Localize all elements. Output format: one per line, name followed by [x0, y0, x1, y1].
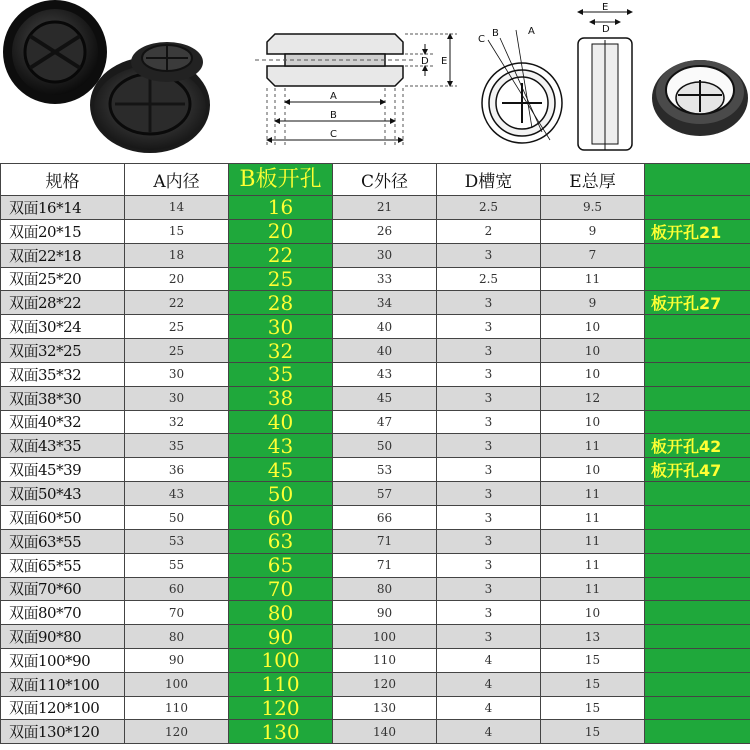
- c-outer-cell: 40: [333, 339, 437, 363]
- b-hole-cell: 60: [229, 506, 333, 530]
- d-groove-cell: 2: [437, 219, 541, 243]
- e-thickness-cell: 13: [541, 625, 645, 649]
- a-inner-cell: 50: [125, 506, 229, 530]
- header-note: [645, 164, 750, 196]
- d-groove-cell: 4: [437, 720, 541, 744]
- c-outer-cell: 66: [333, 506, 437, 530]
- a-inner-cell: 30: [125, 386, 229, 410]
- table-row: [1, 506, 750, 530]
- b-hole-cell: 28: [229, 291, 333, 315]
- spec-cell: 双面130*120: [1, 720, 125, 744]
- e-thickness-cell: 9: [541, 219, 645, 243]
- c-outer-cell: 130: [333, 696, 437, 720]
- a-inner-cell: 20: [125, 267, 229, 291]
- a-inner-cell: 35: [125, 434, 229, 458]
- b-hole-cell: 100: [229, 648, 333, 672]
- table-header-row: [1, 164, 750, 196]
- e-thickness-cell: 11: [541, 267, 645, 291]
- c-outer-cell: 43: [333, 362, 437, 386]
- d-groove-cell: 4: [437, 648, 541, 672]
- e-thickness-cell: 15: [541, 720, 645, 744]
- note-cell: 板开孔27: [645, 291, 750, 315]
- c-outer-cell: 33: [333, 267, 437, 291]
- d-groove-cell: 3: [437, 601, 541, 625]
- c-outer-cell: 40: [333, 315, 437, 339]
- spec-cell: 双面35*32: [1, 362, 125, 386]
- a-inner-cell: 32: [125, 410, 229, 434]
- e-thickness-cell: 10: [541, 362, 645, 386]
- spec-cell: 双面25*20: [1, 267, 125, 291]
- a-inner-cell: 100: [125, 672, 229, 696]
- c-outer-cell: 90: [333, 601, 437, 625]
- b-hole-cell: 16: [229, 196, 333, 220]
- d-groove-cell: 3: [437, 243, 541, 267]
- a-inner-cell: 70: [125, 601, 229, 625]
- cross-section-diagram: [245, 0, 467, 160]
- spec-cell: 双面28*22: [1, 291, 125, 315]
- b-hole-cell: 43: [229, 434, 333, 458]
- 3d-grommet-drawing: [648, 0, 750, 160]
- diagram-label-d: D: [421, 56, 429, 67]
- e-thickness-cell: 15: [541, 648, 645, 672]
- table-row: [1, 315, 750, 339]
- b-hole-cell: 130: [229, 720, 333, 744]
- illustration-strip: [0, 0, 750, 163]
- header-spec: 规格: [1, 164, 125, 196]
- b-hole-cell: 40: [229, 410, 333, 434]
- grommet-spec-table: [0, 163, 750, 744]
- note-cell: [645, 267, 750, 291]
- a-inner-cell: 80: [125, 625, 229, 649]
- spec-cell: 双面43*35: [1, 434, 125, 458]
- note-cell: [645, 625, 750, 649]
- d-groove-cell: 3: [437, 482, 541, 506]
- note-cell: [645, 529, 750, 553]
- b-hole-cell: 32: [229, 339, 333, 363]
- b-hole-cell: 110: [229, 672, 333, 696]
- a-inner-cell: 25: [125, 315, 229, 339]
- c-outer-cell: 45: [333, 386, 437, 410]
- a-inner-cell: 15: [125, 219, 229, 243]
- note-cell: [645, 196, 750, 220]
- b-hole-cell: 35: [229, 362, 333, 386]
- side-label-d: D: [602, 24, 610, 35]
- header-e-thickness: E总厚: [541, 164, 645, 196]
- e-thickness-cell: 12: [541, 386, 645, 410]
- front-label-c: C: [478, 34, 485, 45]
- note-cell: [645, 410, 750, 434]
- spec-cell: 双面16*14: [1, 196, 125, 220]
- table-row: [1, 696, 750, 720]
- e-thickness-cell: 7: [541, 243, 645, 267]
- c-outer-cell: 71: [333, 529, 437, 553]
- table-row: [1, 648, 750, 672]
- header-d-groove: D槽宽: [437, 164, 541, 196]
- d-groove-cell: 3: [437, 434, 541, 458]
- spec-cell: 双面40*32: [1, 410, 125, 434]
- a-inner-cell: 60: [125, 577, 229, 601]
- a-inner-cell: 55: [125, 553, 229, 577]
- note-cell: [645, 672, 750, 696]
- table-row: [1, 458, 750, 482]
- e-thickness-cell: 15: [541, 672, 645, 696]
- b-hole-cell: 50: [229, 482, 333, 506]
- b-hole-cell: 25: [229, 267, 333, 291]
- d-groove-cell: 3: [437, 553, 541, 577]
- d-groove-cell: 3: [437, 386, 541, 410]
- spec-cell: 双面50*43: [1, 482, 125, 506]
- table-row: [1, 267, 750, 291]
- c-outer-cell: 120: [333, 672, 437, 696]
- note-cell: [645, 339, 750, 363]
- spec-cell: 双面30*24: [1, 315, 125, 339]
- table-row: [1, 672, 750, 696]
- d-groove-cell: 3: [437, 339, 541, 363]
- e-thickness-cell: 10: [541, 458, 645, 482]
- c-outer-cell: 71: [333, 553, 437, 577]
- c-outer-cell: 30: [333, 243, 437, 267]
- spec-cell: 双面63*55: [1, 529, 125, 553]
- diagram-label-c: C: [330, 129, 337, 140]
- d-groove-cell: 3: [437, 577, 541, 601]
- note-cell: 板开孔21: [645, 219, 750, 243]
- c-outer-cell: 110: [333, 648, 437, 672]
- spec-cell: 双面80*70: [1, 601, 125, 625]
- note-cell: 板开孔42: [645, 434, 750, 458]
- e-thickness-cell: 11: [541, 434, 645, 458]
- note-cell: [645, 696, 750, 720]
- e-thickness-cell: 9.5: [541, 196, 645, 220]
- a-inner-cell: 36: [125, 458, 229, 482]
- spec-cell: 双面38*30: [1, 386, 125, 410]
- table-row: [1, 482, 750, 506]
- c-outer-cell: 140: [333, 720, 437, 744]
- spec-cell: 双面100*90: [1, 648, 125, 672]
- e-thickness-cell: 11: [541, 577, 645, 601]
- b-hole-cell: 63: [229, 529, 333, 553]
- spec-cell: 双面22*18: [1, 243, 125, 267]
- spec-cell: 双面60*50: [1, 506, 125, 530]
- front-label-a: A: [528, 26, 535, 37]
- b-hole-cell: 22: [229, 243, 333, 267]
- table-row: [1, 219, 750, 243]
- table-row: [1, 529, 750, 553]
- a-inner-cell: 14: [125, 196, 229, 220]
- d-groove-cell: 3: [437, 529, 541, 553]
- e-thickness-cell: 10: [541, 410, 645, 434]
- a-inner-cell: 18: [125, 243, 229, 267]
- a-inner-cell: 120: [125, 720, 229, 744]
- header-a-inner: A内径: [125, 164, 229, 196]
- spec-cell: 双面45*39: [1, 458, 125, 482]
- table-row: [1, 386, 750, 410]
- table-row: [1, 362, 750, 386]
- c-outer-cell: 100: [333, 625, 437, 649]
- b-hole-cell: 45: [229, 458, 333, 482]
- note-cell: [645, 720, 750, 744]
- b-hole-cell: 70: [229, 577, 333, 601]
- spec-cell: 双面120*100: [1, 696, 125, 720]
- table-row: [1, 720, 750, 744]
- a-inner-cell: 110: [125, 696, 229, 720]
- e-thickness-cell: 10: [541, 339, 645, 363]
- front-label-b: B: [492, 28, 499, 39]
- note-cell: 板开孔47: [645, 458, 750, 482]
- note-cell: [645, 386, 750, 410]
- header-b-hole: B板开孔: [229, 164, 333, 196]
- d-groove-cell: 3: [437, 625, 541, 649]
- c-outer-cell: 34: [333, 291, 437, 315]
- c-outer-cell: 57: [333, 482, 437, 506]
- spec-cell: 双面20*15: [1, 219, 125, 243]
- d-groove-cell: 4: [437, 672, 541, 696]
- d-groove-cell: 4: [437, 696, 541, 720]
- note-cell: [645, 482, 750, 506]
- d-groove-cell: 3: [437, 458, 541, 482]
- a-inner-cell: 43: [125, 482, 229, 506]
- c-outer-cell: 21: [333, 196, 437, 220]
- a-inner-cell: 30: [125, 362, 229, 386]
- c-outer-cell: 26: [333, 219, 437, 243]
- side-view-diagram: [572, 0, 642, 160]
- table-row: [1, 625, 750, 649]
- b-hole-cell: 20: [229, 219, 333, 243]
- e-thickness-cell: 11: [541, 482, 645, 506]
- diagram-label-b: B: [330, 110, 337, 121]
- grommet-photo: [0, 0, 210, 158]
- d-groove-cell: 3: [437, 315, 541, 339]
- table-row: [1, 577, 750, 601]
- side-label-e: E: [602, 2, 609, 13]
- note-cell: [645, 243, 750, 267]
- note-cell: [645, 648, 750, 672]
- e-thickness-cell: 11: [541, 529, 645, 553]
- table-row: [1, 434, 750, 458]
- b-hole-cell: 90: [229, 625, 333, 649]
- e-thickness-cell: 15: [541, 696, 645, 720]
- b-hole-cell: 120: [229, 696, 333, 720]
- e-thickness-cell: 10: [541, 315, 645, 339]
- c-outer-cell: 53: [333, 458, 437, 482]
- spec-cell: 双面70*60: [1, 577, 125, 601]
- d-groove-cell: 2.5: [437, 196, 541, 220]
- note-cell: [645, 553, 750, 577]
- d-groove-cell: 3: [437, 291, 541, 315]
- b-hole-cell: 30: [229, 315, 333, 339]
- note-cell: [645, 577, 750, 601]
- e-thickness-cell: 9: [541, 291, 645, 315]
- table-row: [1, 410, 750, 434]
- c-outer-cell: 47: [333, 410, 437, 434]
- header-c-outer: C外径: [333, 164, 437, 196]
- note-cell: [645, 315, 750, 339]
- note-cell: [645, 362, 750, 386]
- a-inner-cell: 90: [125, 648, 229, 672]
- a-inner-cell: 53: [125, 529, 229, 553]
- a-inner-cell: 25: [125, 339, 229, 363]
- note-cell: [645, 506, 750, 530]
- table-row: [1, 243, 750, 267]
- d-groove-cell: 3: [437, 362, 541, 386]
- spec-cell: 双面90*80: [1, 625, 125, 649]
- table-row: [1, 553, 750, 577]
- spec-cell: 双面32*25: [1, 339, 125, 363]
- d-groove-cell: 3: [437, 506, 541, 530]
- diagram-label-e: E: [441, 56, 448, 67]
- c-outer-cell: 50: [333, 434, 437, 458]
- d-groove-cell: 3: [437, 410, 541, 434]
- b-hole-cell: 80: [229, 601, 333, 625]
- spec-cell: 双面65*55: [1, 553, 125, 577]
- e-thickness-cell: 10: [541, 601, 645, 625]
- table-row: [1, 291, 750, 315]
- e-thickness-cell: 11: [541, 506, 645, 530]
- table-row: [1, 196, 750, 220]
- a-inner-cell: 22: [125, 291, 229, 315]
- c-outer-cell: 80: [333, 577, 437, 601]
- note-cell: [645, 601, 750, 625]
- b-hole-cell: 38: [229, 386, 333, 410]
- front-view-diagram: [470, 0, 570, 160]
- table-row: [1, 339, 750, 363]
- b-hole-cell: 65: [229, 553, 333, 577]
- e-thickness-cell: 11: [541, 553, 645, 577]
- d-groove-cell: 2.5: [437, 267, 541, 291]
- spec-cell: 双面110*100: [1, 672, 125, 696]
- table-row: [1, 601, 750, 625]
- diagram-label-a: A: [330, 91, 337, 102]
